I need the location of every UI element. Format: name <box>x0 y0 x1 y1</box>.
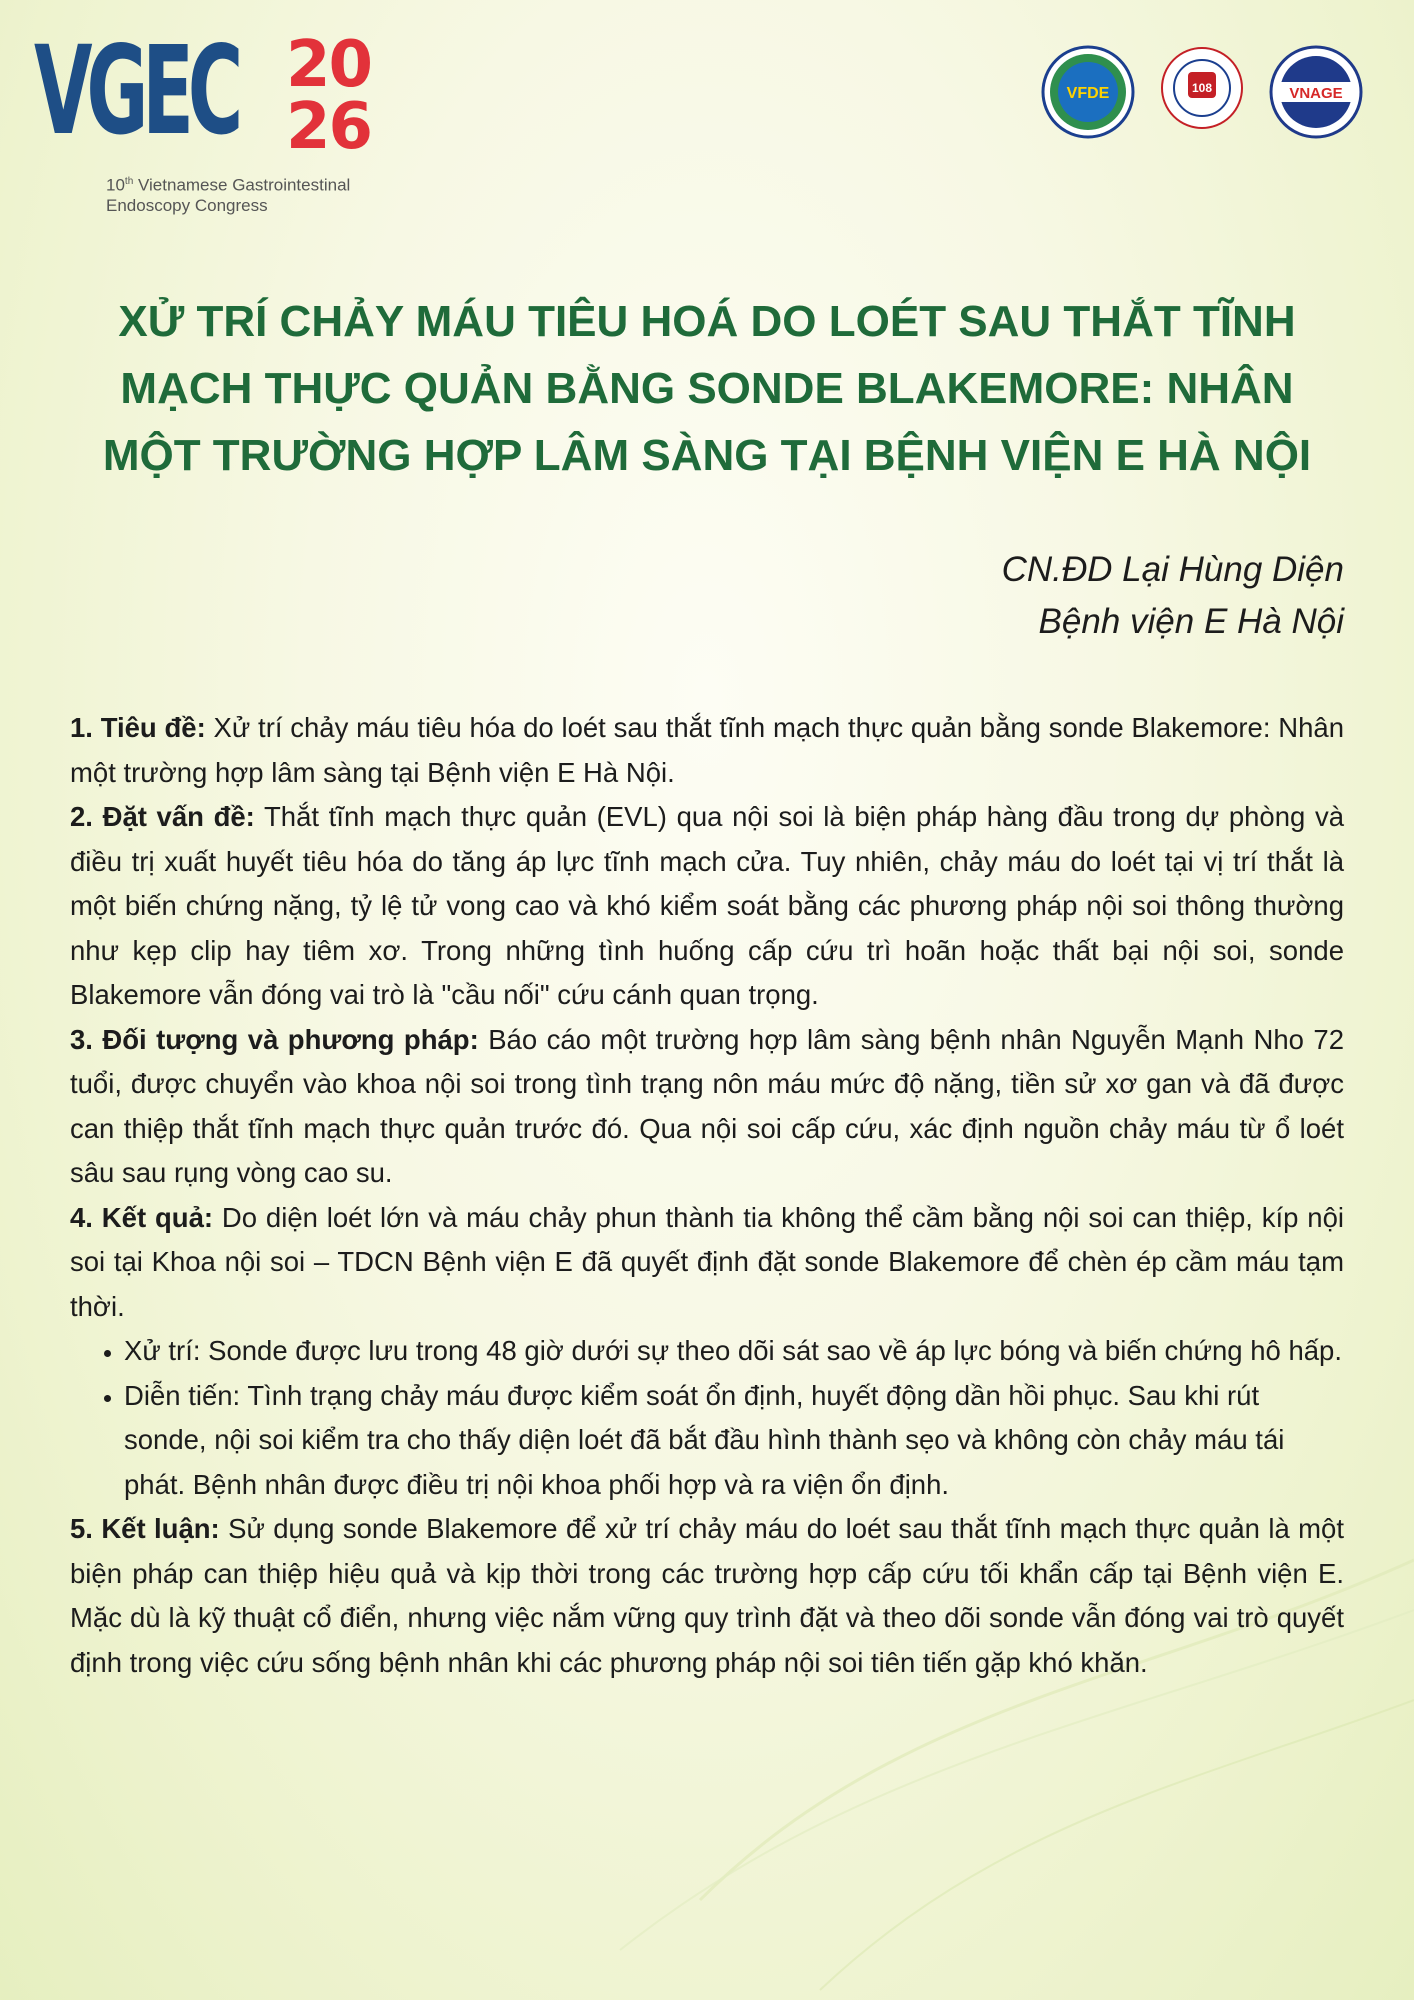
section-background-label: 2. Đặt vấn đề: <box>70 801 255 832</box>
logo-wordmark: VGEC <box>34 20 238 162</box>
subtitle-line1: Vietnamese Gastrointestinal <box>138 175 351 195</box>
title-line-3: MỘT TRƯỜNG HỢP LÂM SÀNG TẠI BỆNH VIỆN E HÀ NỘI <box>102 431 1312 480</box>
section-results-label: 4. Kết quả: <box>70 1201 214 1233</box>
title-line-1: XỬ TRÍ CHẢY MÁU TIÊU HOÁ DO LOÉT SAU THẮT TĨNH <box>118 297 1296 346</box>
author-block <box>1002 544 1344 648</box>
congress-logo <box>34 20 414 220</box>
hospital-108-text: 108 <box>1191 81 1213 95</box>
list-item: • Diễn tiến: Tình trạng chảy máu được kiểm soát ổn định, huyết động dần hồi phục. Sau khi rút sonde, nội soi kiểm tra cho thấy diện loét đã bắt đầu hình thành sẹo và không còn chảy máu tái phát. Bệnh nhân được điều trị nội khoa phối hợp và ra viện ổn định. <box>124 1374 1344 1508</box>
page-title <box>70 288 1344 489</box>
section-methods-label: 3. Đối tượng và phương pháp: <box>70 1023 479 1055</box>
logo-year <box>286 28 372 164</box>
list-item: • Xử trí: Sonde được lưu trong 48 giờ dưới sự theo dõi sát sao về áp lực bóng và biến chứng hô hấp. <box>124 1329 1344 1374</box>
author-affiliation: Bệnh viện E Hà Nội <box>1038 602 1344 641</box>
logo-subtitle <box>106 172 350 216</box>
partner-logos <box>1040 44 1370 174</box>
section-methods-text: Báo cáo một trường hợp lâm sàng bệnh nhân Nguyễn Mạnh Nho 72 tuổi, được chuyển vào khoa nội soi trong tình trạng nôn máu mức độ nặng, tiền sử xơ gan và đã được can thiệp thắt tĩnh mạch thực quản trước đó. Qua nội soi cấp cứu, xác định nguồn chảy máu từ ổ loét sâu sau rụng vòng cao su. <box>70 1023 1344 1188</box>
logo-year-bottom: 26 <box>286 90 372 164</box>
section-background-text: Thắt tĩnh mạch thực quản (EVL) qua nội soi là biện pháp hàng đầu trong dự phòng và điều trị xuất huyết tiêu hóa do tăng áp lực tĩnh mạch cửa. Tuy nhiên, chảy máu do loét tại vị trí thắt là một biến chứng nặng, tỷ lệ tử vong cao và khó kiểm soát bằng các phương pháp nội soi thông thường như kẹp clip hay tiêm xơ. Trong những tình huống cấp cứu trì hoãn hoặc thất bại nội soi, sonde Blakemore vẫn đóng vai trò là "cầu nối" cứu cánh quan trọng. <box>70 801 1344 1010</box>
vfde-logo <box>1040 44 1136 140</box>
section-background <box>70 795 1344 1018</box>
hospital-108-logo <box>1154 44 1250 140</box>
section-methods <box>70 1018 1344 1196</box>
section-conclusion <box>70 1507 1344 1685</box>
title-line-2: MẠCH THỰC QUẢN BẰNG SONDE BLAKEMORE: NHÂN <box>120 364 1294 413</box>
section-results-text: Do diện loét lớn và máu chảy phun thành tia không thể cầm bằng nội soi can thiệp, kíp nội soi tại Khoa nội soi – TDCN Bệnh viện E đã quyết định đặt sonde Blakemore để chèn ép cầm máu tạm thời. <box>70 1201 1345 1322</box>
section-title-text: Xử trí chảy máu tiêu hóa do loét sau thắt tĩnh mạch thực quản bằng sonde Blakemore: Nhân một trường hợp lâm sàng tại Bệnh viện E Hà Nội. <box>70 712 1345 788</box>
section-title-label: 1. Tiêu đề: <box>70 712 206 743</box>
author-name: CN.ĐD Lại Hùng Diện <box>1001 550 1344 589</box>
abstract-body <box>70 706 1344 1685</box>
subtitle-ordinal-suffix: th <box>124 176 134 187</box>
section-title <box>70 706 1344 795</box>
section-results <box>70 1196 1344 1330</box>
section-conclusion-label: 5. Kết luận: <box>70 1513 220 1544</box>
vfde-text: VFDE <box>1066 85 1110 102</box>
logo-year-top: 20 <box>286 28 372 102</box>
results-bullet-list <box>70 1329 1344 1507</box>
subtitle-ordinal: 10 <box>106 175 125 195</box>
vnage-logo <box>1268 44 1364 140</box>
section-conclusion-text: Sử dụng sonde Blakemore để xử trí chảy máu do loét sau thắt tĩnh mạch thực quản là một biện pháp can thiệp hiệu quả và kịp thời trong các trường hợp cấp cứu tối khẩn cấp tại Bệnh viện E. Mặc dù là kỹ thuật cổ điển, nhưng việc nắm vững quy trình đặt và theo dõi sonde vẫn đóng vai trò quyết định trong việc cứu sống bệnh nhân khi các phương pháp nội soi tiên tiến gặp khó khăn. <box>70 1513 1344 1678</box>
vnage-text: VNAGE <box>1289 85 1343 102</box>
subtitle-line2: Endoscopy Congress <box>106 195 268 215</box>
